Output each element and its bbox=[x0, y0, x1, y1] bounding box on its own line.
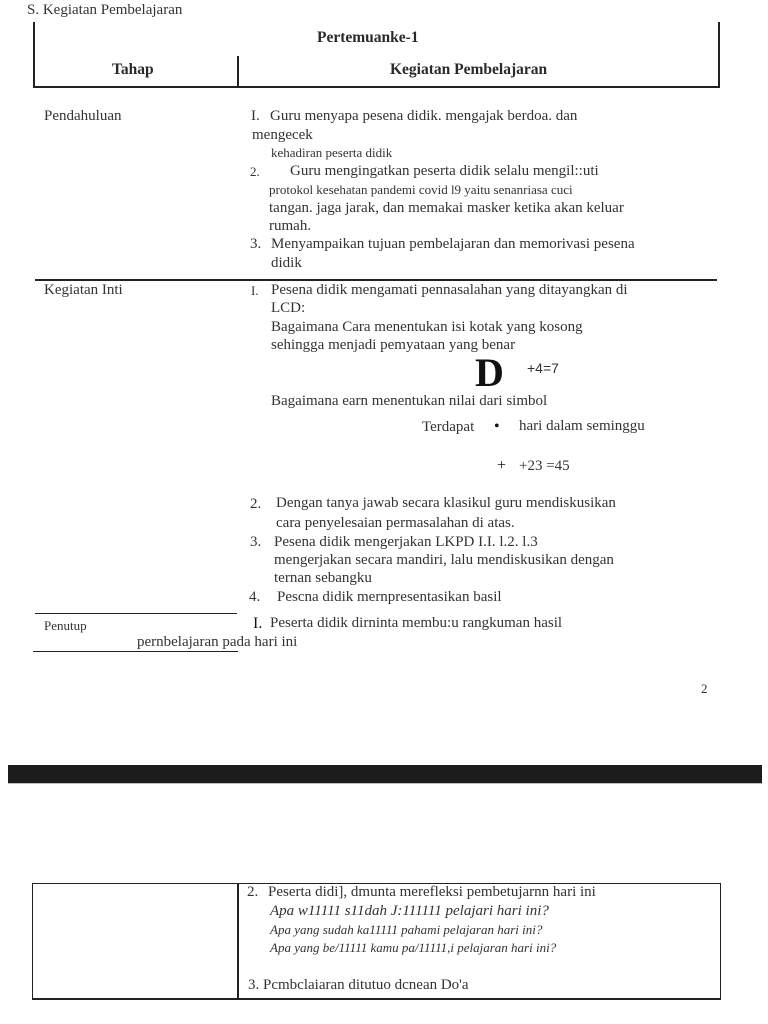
box-placeholder-letter: D bbox=[475, 350, 504, 395]
p2-item3: 3. Pcmbclaiaran ditutuo dcnean Do'a bbox=[248, 977, 469, 993]
core-item3-line2: mengerjakan secara mandiri, lalu mendiskusikan dengan bbox=[274, 552, 614, 568]
p2-table-left-border bbox=[32, 883, 33, 1000]
symbol-bullet: • bbox=[494, 418, 500, 435]
core-question1-line2: sehingga menjadi pemyataan yang benar bbox=[271, 337, 516, 353]
core-item4-num: 4. bbox=[249, 589, 261, 605]
table-bottom-border bbox=[33, 651, 238, 652]
intro-item2-line3: tangan. jaga jarak, dan memakai masker ketika akan keluar bbox=[269, 200, 624, 216]
intro-item2-line4: rumah. bbox=[269, 218, 312, 234]
intro-item1-line3: kehadiran peserta didik bbox=[271, 145, 393, 160]
intro-item3-num: 3. bbox=[250, 236, 262, 252]
core-item4-line1: Pescna didik mernpresentasikan basil bbox=[277, 589, 502, 605]
table-left-border bbox=[33, 22, 35, 88]
header-bottom-border bbox=[33, 86, 720, 88]
p2-table-right-border bbox=[720, 883, 721, 1000]
p2-item2-num: 2. bbox=[247, 884, 259, 900]
intro-item2-line1: Guru mengingatkan peserta didik selalu mengil::uti bbox=[290, 163, 599, 179]
p2-item2-line1: Peserta didi], dmunta merefleksi pembetujarnn hari ini bbox=[268, 884, 596, 900]
intro-item1-num: I. bbox=[251, 108, 260, 124]
meeting-title: Pertemuanke-1 bbox=[317, 29, 419, 46]
equation-2: +23 =45 bbox=[519, 458, 570, 474]
header-divider bbox=[237, 56, 239, 88]
page-number: 2 bbox=[701, 681, 708, 696]
core-item2-line1: Dengan tanya jawab secara klasikul guru mendiskusikan bbox=[276, 495, 616, 511]
fact-text: hari dalam seminggu bbox=[519, 418, 645, 434]
p2-table-divider bbox=[237, 883, 239, 1000]
intro-item3-line1: Menyampaikan tujuan pembelajaran dan memorivasi pesena bbox=[271, 236, 635, 252]
intro-item2-num: 2. bbox=[250, 164, 260, 179]
stage-intro: Pendahuluan bbox=[44, 108, 122, 124]
core-question1-line1: Bagaimana Cara menentukan isi kotak yang kosong bbox=[271, 319, 583, 335]
core-item1-line2: LCD: bbox=[271, 300, 306, 316]
p2-table-bottom-border bbox=[32, 998, 721, 1000]
p2-reflection-q3: Apa yang be/11111 kamu pa/11111,i pelajaran hari ini? bbox=[270, 940, 557, 955]
equation-2-plus: + bbox=[497, 457, 507, 474]
stage-closing: Penutup bbox=[44, 618, 87, 633]
core-item3-num: 3. bbox=[250, 534, 262, 550]
header-stage: Tahap bbox=[112, 61, 154, 78]
core-item2-num: 2. bbox=[250, 496, 262, 512]
intro-item3-line2: didik bbox=[271, 255, 302, 271]
core-item1-num: I. bbox=[251, 283, 259, 298]
core-item3-line1: Pesena didik mengerjakan LKPD I.I. l.2. l.3 bbox=[274, 534, 538, 550]
core-question2: Bagaimana earn menentukan nilai dari simbol bbox=[271, 393, 548, 409]
intro-item1-line2: mengecek bbox=[252, 127, 313, 143]
section-heading: S. Kegiatan Pembelajaran bbox=[27, 2, 183, 18]
row-divider-intro bbox=[35, 279, 717, 281]
p2-reflection-q1: Apa w11111 s11dah J:111111 pelajari hari ini? bbox=[270, 903, 549, 919]
closing-item1-line2: pernbelajaran pada hari ini bbox=[137, 634, 298, 650]
equation-1: +4=7 bbox=[527, 360, 559, 376]
p2-reflection-q2: Apa yang sudah ka11111 pahami pelajaran hari ini? bbox=[270, 922, 543, 937]
closing-item1-num: I. bbox=[253, 615, 263, 632]
stage-core: Kegiatan Inti bbox=[44, 282, 123, 298]
core-item3-line3: ternan sebangku bbox=[274, 570, 372, 586]
intro-item1-line1: Guru menyapa pesena didik. mengajak berdoa. dan bbox=[270, 108, 578, 124]
header-activity: Kegiatan Pembelajaran bbox=[390, 61, 548, 78]
closing-item1-line1: Peserta didik dirninta membu:u rangkuman hasil bbox=[270, 615, 563, 631]
table-right-border bbox=[718, 22, 720, 88]
page-separator-shadow bbox=[8, 783, 762, 784]
page-separator bbox=[8, 765, 762, 783]
intro-item2-line2: protokol kesehatan pandemi covid l9 yaitu senanriasa cuci bbox=[269, 182, 573, 197]
row-divider-core bbox=[35, 613, 237, 614]
fact-label: Terdapat bbox=[422, 419, 475, 435]
core-item2-line2: cara penyelesaian permasalahan di atas. bbox=[276, 515, 515, 531]
core-item1-line1: Pesena didik mengamati pennasalahan yang ditayangkan di bbox=[271, 282, 628, 298]
